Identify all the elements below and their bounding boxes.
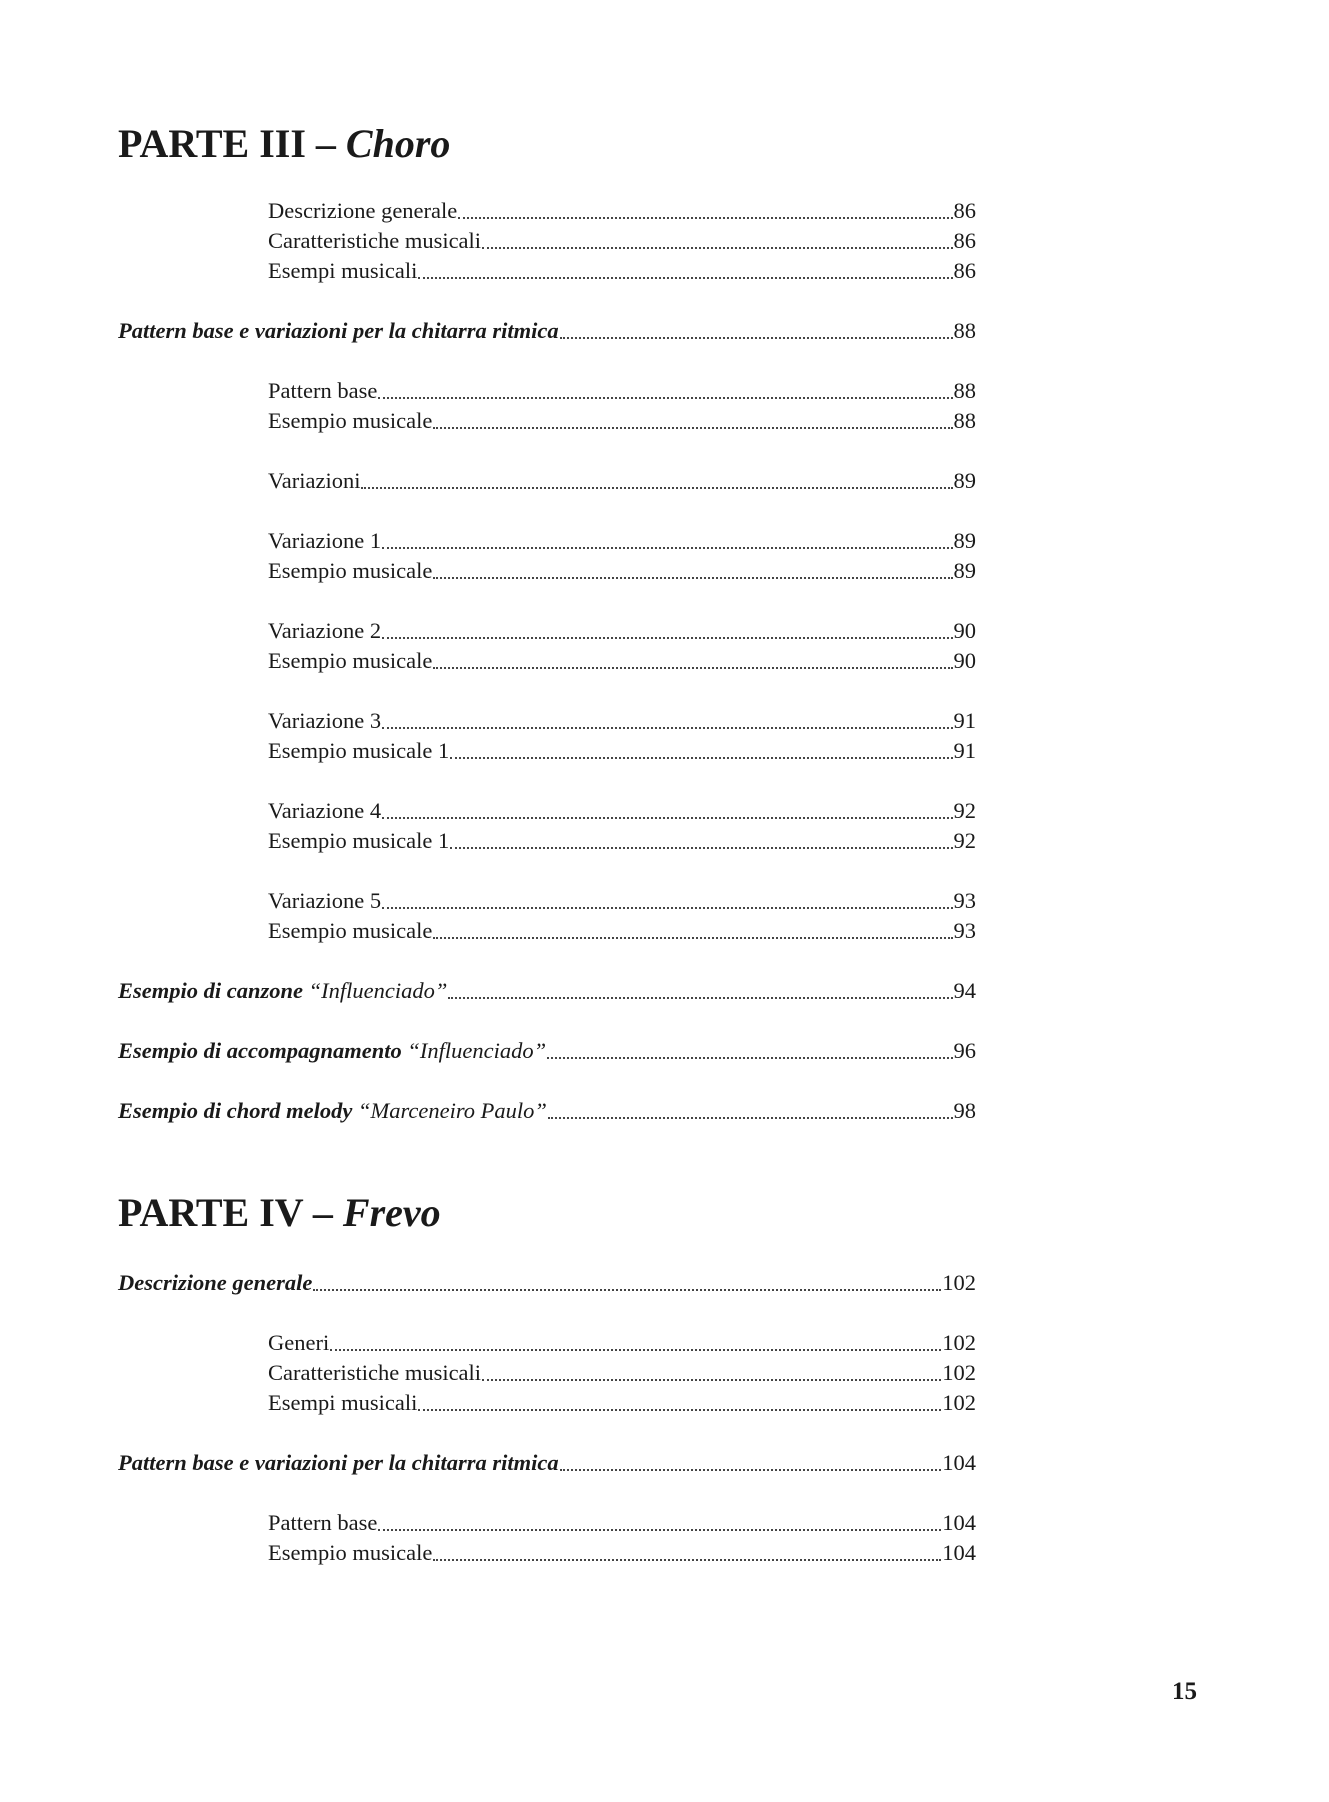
toc-entry-label [268, 1388, 417, 1418]
toc-entry-page: 102 [942, 1360, 976, 1385]
toc-entry-label [268, 796, 381, 826]
toc-entry-label [268, 886, 381, 916]
toc-entry-title: Esempi musicali [268, 1390, 418, 1415]
toc-entry-page: 93 [953, 888, 976, 913]
toc-entry-title: Pattern base e variazioni per la chitarra ritmica [118, 318, 559, 343]
toc-entry-song-title: “Marceneiro Paulo” [358, 1098, 547, 1123]
toc-entry-page: 88 [953, 378, 976, 403]
part-4-title-main: PARTE IV – [118, 1190, 343, 1235]
toc-entry-title: Esempio musicale [268, 1540, 433, 1565]
toc-entry [268, 616, 976, 646]
toc-entry-label [268, 526, 381, 556]
toc-entry-page: 86 [953, 228, 976, 253]
toc-entry-title: Esempio di accompagnamento [118, 1038, 408, 1063]
part-3-title [118, 121, 451, 166]
toc-entry-label [268, 1538, 432, 1568]
toc-entry-label [118, 1448, 559, 1478]
toc-entry [268, 526, 976, 556]
dot-leader [382, 906, 952, 909]
toc-entry-label [268, 226, 481, 256]
dot-leader [482, 1378, 941, 1381]
toc-entry-label [118, 316, 559, 346]
toc-entry-title: Pattern base [268, 378, 378, 403]
toc-entry-page: 102 [942, 1390, 976, 1415]
toc-entry-title: Caratteristiche musicali [268, 228, 482, 253]
toc-entry-page: 94 [953, 978, 976, 1003]
dot-leader [433, 576, 952, 579]
toc-entry [268, 796, 976, 826]
toc-entry-page: 89 [953, 528, 976, 553]
toc-entry-title: Variazione 5 [268, 888, 382, 913]
dot-leader [418, 276, 952, 279]
toc-entry [118, 1448, 976, 1478]
toc-entry-label [118, 1268, 312, 1298]
dot-leader [560, 1468, 942, 1471]
dot-leader [450, 846, 952, 849]
toc-entry-title: Descrizione generale [268, 198, 458, 223]
toc-entry-page: 90 [953, 648, 976, 673]
toc-entry-page: 86 [953, 198, 976, 223]
toc-entry-label [268, 1328, 329, 1358]
toc-entry-label [118, 1036, 546, 1066]
toc-entry [268, 646, 976, 676]
toc-entry-label [268, 256, 417, 286]
toc-entry-page: 102 [942, 1330, 976, 1355]
toc-entry-page: 86 [953, 258, 976, 283]
toc-entry-page: 98 [953, 1098, 976, 1123]
dot-leader [458, 216, 952, 219]
toc-entry [118, 316, 976, 346]
toc-entry-title: Esempio musicale [268, 558, 433, 583]
toc-entry [268, 826, 976, 856]
toc-entry [268, 1538, 976, 1568]
dot-leader [378, 396, 952, 399]
toc-entry-page: 96 [953, 1038, 976, 1063]
toc-entry [268, 706, 976, 736]
toc-entry [268, 466, 976, 496]
part-4-title [118, 1190, 441, 1235]
dot-leader [450, 756, 952, 759]
toc-entry-title: Esempi musicali [268, 258, 418, 283]
toc-entry-title: Esempio musicale 1 [268, 738, 450, 763]
toc-entry-page: 104 [942, 1510, 976, 1535]
toc-entry-page: 88 [953, 318, 976, 343]
toc-entry-title: Esempio di canzone [118, 978, 309, 1003]
toc-entry-label [268, 1358, 481, 1388]
toc-entry-title: Caratteristiche musicali [268, 1360, 482, 1385]
dot-leader [560, 336, 953, 339]
toc-entry-title: Esempio musicale [268, 408, 433, 433]
toc-entry-label [268, 736, 449, 766]
toc-entry-title: Variazione 1 [268, 528, 382, 553]
toc-entry-title: Variazioni [268, 468, 361, 493]
toc-entry-song-title: “Influenciado” [308, 978, 448, 1003]
toc-entry-label [268, 916, 432, 946]
toc-entry-title: Pattern base [268, 1510, 378, 1535]
dot-leader [382, 816, 952, 819]
toc-entry-page: 92 [953, 828, 976, 853]
toc-entry-title: Esempio musicale [268, 648, 433, 673]
toc-entry [268, 376, 976, 406]
toc-entry [268, 196, 976, 226]
dot-leader [448, 996, 952, 999]
toc-entry-song-title: “Influenciado” [407, 1038, 547, 1063]
toc-entry-label [268, 466, 360, 496]
toc-entry-page: 89 [953, 468, 976, 493]
toc-entry-label [118, 1096, 547, 1126]
toc-entry [268, 556, 976, 586]
toc-entry-title: Variazione 4 [268, 798, 382, 823]
toc-entry-label [268, 826, 449, 856]
dot-leader [433, 936, 952, 939]
toc-entry [268, 1388, 976, 1418]
toc-entry-label [118, 976, 447, 1006]
toc-entry-label [268, 1508, 377, 1538]
toc-entry-page: 89 [953, 558, 976, 583]
dot-leader [313, 1288, 941, 1291]
dot-leader [382, 636, 952, 639]
dot-leader [382, 546, 952, 549]
toc-entry-page: 104 [942, 1450, 976, 1475]
toc-entry [268, 916, 976, 946]
dot-leader [330, 1348, 941, 1351]
toc-entry-title: Esempio musicale [268, 918, 433, 943]
part-3-title-sub: Choro [345, 121, 451, 166]
dot-leader [547, 1056, 952, 1059]
toc-entry [268, 1508, 976, 1538]
toc-entry [268, 256, 976, 286]
toc-entry [118, 1096, 976, 1126]
toc-entry-page: 92 [953, 798, 976, 823]
toc-entry [268, 736, 976, 766]
dot-leader [378, 1528, 941, 1531]
dot-leader [482, 246, 952, 249]
toc-entry [268, 406, 976, 436]
toc-entry-title: Descrizione generale [118, 1270, 313, 1295]
toc-entry [268, 226, 976, 256]
toc-entry-label [268, 376, 377, 406]
toc-entry-page: 104 [942, 1540, 976, 1565]
toc-entry-page: 91 [953, 738, 976, 763]
toc-entry-title: Generi [268, 1330, 330, 1355]
toc-entry [118, 1036, 976, 1066]
toc-entry-page: 88 [953, 408, 976, 433]
part-4-toc [0, 1268, 1329, 1568]
toc-entry-label [268, 616, 381, 646]
dot-leader [433, 1558, 941, 1561]
toc-entry-label [268, 646, 432, 676]
dot-leader [433, 666, 952, 669]
toc-entry-label [268, 556, 432, 586]
toc-entry-title: Esempio di chord melody [118, 1098, 358, 1123]
dot-leader [361, 486, 952, 489]
part-3-title-main: PARTE III – [118, 121, 346, 166]
toc-entry [268, 886, 976, 916]
dot-leader [382, 726, 952, 729]
toc-entry-title: Pattern base e variazioni per la chitarra ritmica [118, 1450, 559, 1475]
dot-leader [433, 426, 952, 429]
toc-entry-page: 90 [953, 618, 976, 643]
dot-leader [548, 1116, 953, 1119]
toc-entry-title: Esempio musicale 1 [268, 828, 450, 853]
toc-entry-label [268, 196, 457, 226]
part-4-title-sub: Frevo [342, 1190, 441, 1235]
toc-entry [268, 1358, 976, 1388]
toc-entry-page: 91 [953, 708, 976, 733]
toc-entry-page: 93 [953, 918, 976, 943]
toc-entry [268, 1328, 976, 1358]
page-number: 15 [1172, 1678, 1197, 1705]
part-3-toc [0, 196, 1329, 1126]
toc-entry-title: Variazione 2 [268, 618, 382, 643]
toc-entry-label [268, 406, 432, 436]
toc-entry-page: 102 [942, 1270, 976, 1295]
toc-entry [118, 1268, 976, 1298]
toc-entry-title: Variazione 3 [268, 708, 382, 733]
toc-entry [118, 976, 976, 1006]
toc-entry-label [268, 706, 381, 736]
dot-leader [418, 1408, 941, 1411]
